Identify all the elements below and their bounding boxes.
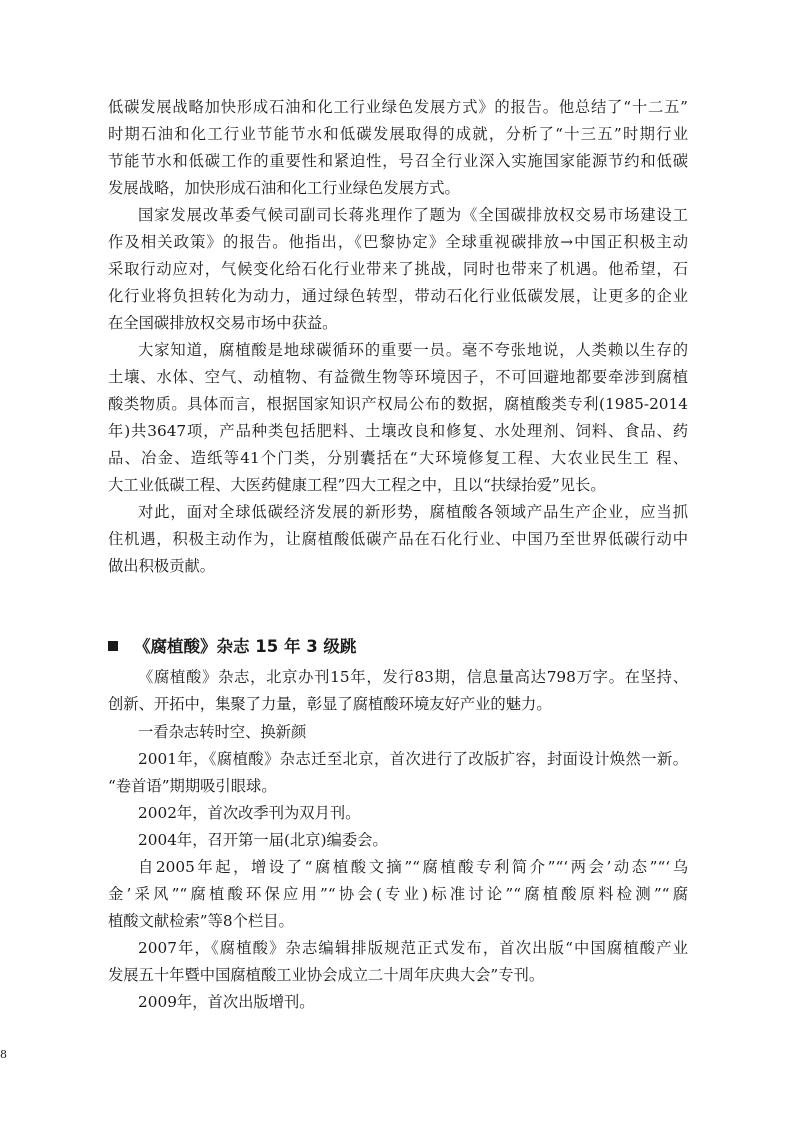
paragraph-line: 植酸文献检索”等8个栏目。 (108, 912, 294, 930)
paragraph-line: 自2005年起，增设了“腐植酸文摘”“腐植酸专利简介”“‘两会’动态”“‘乌 (138, 858, 688, 876)
paragraph-line: 化行业将负担转化为动力，通过绿色转型，带动石化行业低碳发展，让更多的企业 (108, 287, 688, 305)
paragraph-line: 发展五十年暨中国腐植酸工业协会成立二十周年庆典大会”专刊。 (108, 966, 545, 984)
paragraph-line: 国家发展改革委气候司副司长蒋兆理作了题为《全国碳排放权交易市场建设工 (138, 206, 688, 224)
section-heading (108, 636, 356, 658)
paragraph-line: 低碳发展战略加快形成石油和化工行业绿色发展方式》的报告。他总结了“十二五” (108, 98, 688, 116)
paragraph-line: 住机遇，积极主动作为，让腐植酸低碳产品在石化行业、中国乃至世界低碳行动中 (108, 530, 688, 548)
paragraph-line: 对此，面对全球低碳经济发展的新形势，腐植酸各领域产品生产企业，应当抓 (138, 503, 688, 521)
paragraph-line: 一看杂志转时空、换新颜 (138, 723, 307, 741)
paragraph-line: 2001年，《腐植酸》杂志迁至北京，首次进行了改版扩容，封面设计焕然一新。 (138, 750, 688, 768)
paragraph-line: 发展战略，加快形成石油和化工行业绿色发展方式。 (108, 179, 460, 197)
paragraph-line: 创新、开拓中，集聚了力量，彰显了腐植酸环境友好产业的魅力。 (108, 695, 552, 713)
paragraph-line: 年)共3647项，产品种类包括肥料、土壤改良和修复、水处理剂、饲料、食品、药 (108, 422, 688, 440)
paragraph-line: 2004年，召开第一届(北京)编委会。 (138, 831, 388, 849)
paragraph-line: 酸类物质。具体而言，根据国家知识产权局公布的数据，腐植酸类专利(1985-2014 (108, 395, 688, 413)
paragraph-line: 《腐植酸》杂志，北京办刊15年，发行83期，信息量高达798万字。在坚持、 (138, 668, 688, 686)
paragraph-line: 2009年，首次出版增刊。 (138, 993, 315, 1011)
paragraph-line: “卷首语”期期吸引眼球。 (108, 777, 277, 795)
paragraph-line: 节能节水和低碳工作的重要性和紧迫性，号召全行业深入实施国家能源节约和低碳 (108, 152, 688, 170)
paragraph-line: 大工业低碳工程、大医药健康工程”四大工程之中，且以“扶绿抬爱”见长。 (108, 476, 606, 494)
paragraph-line: 时期石油和化工行业节能节水和低碳发展取得的成就，分析了“十三五”时期行业 (108, 125, 688, 143)
paragraph-line: 土壤、水体、空气、动植物、有益微生物等环境因子，不可回避地都要牵涉到腐植 (108, 368, 688, 386)
paragraph-line: 作及相关政策》的报告。他指出，《巴黎协定》全球重视碳排放→中国正积极主动 (108, 233, 688, 251)
paragraph-line: 大家知道，腐植酸是地球碳循环的重要一员。毫不夸张地说，人类赖以生存的 (138, 341, 688, 359)
page-number: 8 (0, 1048, 7, 1061)
paragraph-line: 2002年，首次改季刊为双月刊。 (138, 804, 361, 822)
paragraph-line: 品、冶金、造纸等41个门类，分别囊括在“大环境修复工程、大农业民生工 程、 (108, 449, 688, 467)
section-heading-text: 《腐植酸》杂志 15 年 3 级跳 (134, 637, 357, 656)
paragraph-line: 2007年，《腐植酸》杂志编辑排版规范正式发布，首次出版“中国腐植酸产业 (138, 939, 688, 957)
paragraph-line: 在全国碳排放权交易市场中获益。 (108, 314, 338, 332)
square-bullet-icon (108, 641, 118, 651)
paragraph-line: 金’采风”“腐植酸环保应用”“协会(专业)标准讨论”“腐植酸原料检测”“腐 (108, 885, 688, 903)
paragraph-line: 做出积极贡献。 (108, 557, 216, 575)
paragraph-line: 采取行动应对，气候变化给石化行业带来了挑战，同时也带来了机遇。他希望，石 (108, 260, 688, 278)
